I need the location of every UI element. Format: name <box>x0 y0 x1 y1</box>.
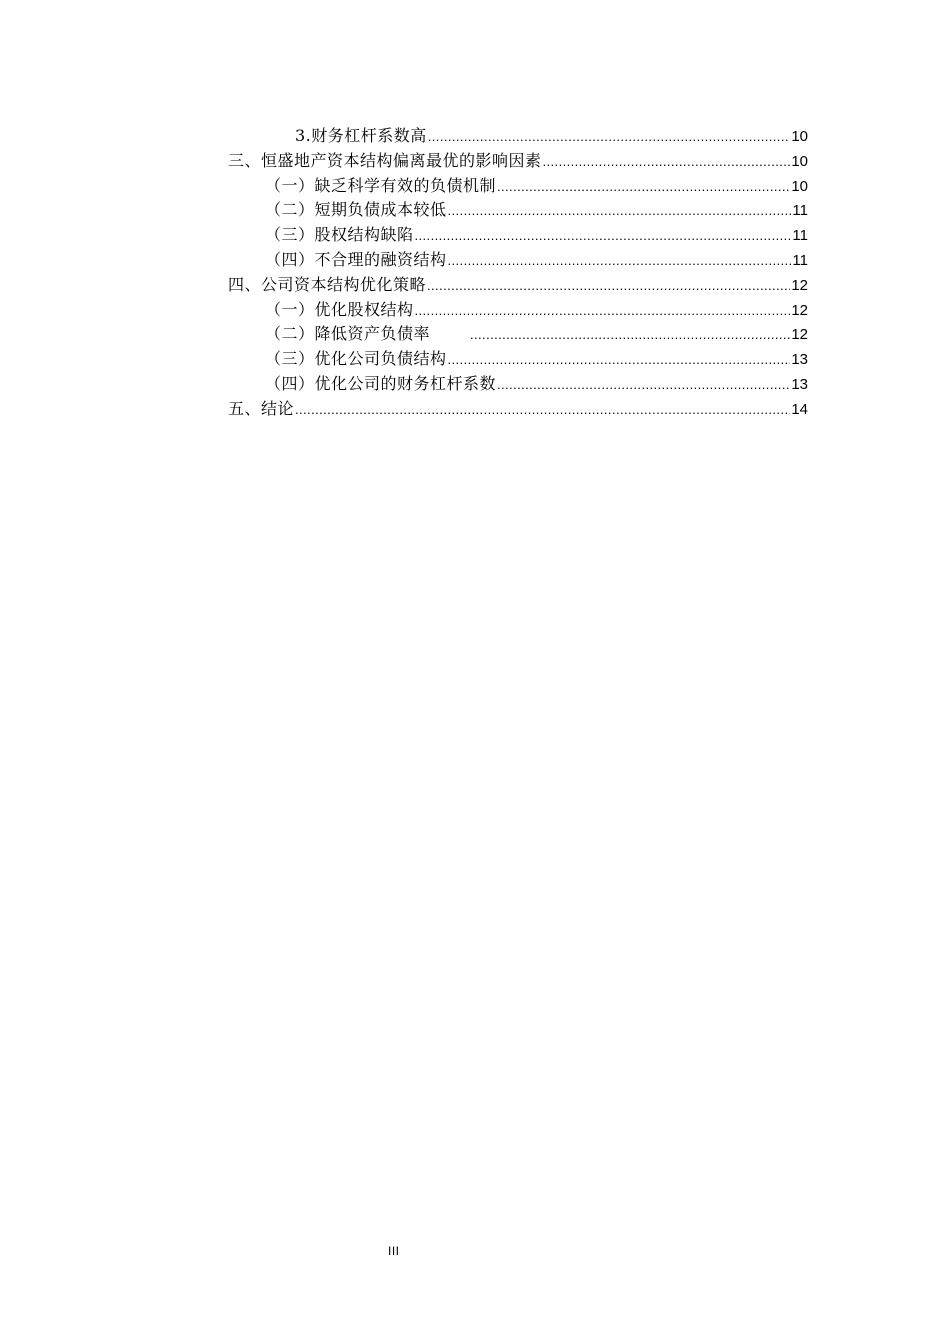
toc-entry-title: 三、恒盛地产资本结构偏离最优的影响因素 <box>228 150 542 170</box>
table-of-contents <box>228 124 808 422</box>
toc-entry-page: 12 <box>791 326 808 344</box>
toc-entry-page: 12 <box>791 301 808 319</box>
toc-entry[interactable] <box>228 223 808 248</box>
toc-entry-page: 13 <box>791 351 808 369</box>
toc-entry-title: （一）缺乏科学有效的负债机制 <box>265 175 497 195</box>
toc-dot-leader <box>415 224 792 249</box>
toc-entry[interactable] <box>228 124 808 149</box>
toc-entry-title: （四）优化公司的财务杠杆系数 <box>265 373 497 393</box>
toc-dot-leader <box>295 398 790 423</box>
toc-entry[interactable] <box>228 273 808 298</box>
toc-entry-page: 11 <box>792 251 808 269</box>
toc-entry[interactable] <box>228 347 808 372</box>
toc-entry-page: 14 <box>791 400 808 418</box>
toc-entry[interactable] <box>228 298 808 323</box>
toc-dot-leader <box>470 323 790 348</box>
toc-entry-page: 12 <box>791 276 808 294</box>
toc-dot-leader <box>415 299 791 324</box>
toc-entry[interactable] <box>228 322 808 347</box>
toc-dot-leader <box>497 175 790 200</box>
toc-entry-title: （二）降低资产负债率 <box>265 324 431 344</box>
toc-entry-title: 四、公司资本结构优化策略 <box>228 274 427 294</box>
page-number: III <box>388 1244 400 1258</box>
toc-entry[interactable] <box>228 174 808 199</box>
toc-entry-title: （四）不合理的融资结构 <box>265 249 447 269</box>
toc-entry-page: 11 <box>792 202 808 220</box>
toc-entry-title: （二）短期负债成本较低 <box>265 200 447 220</box>
toc-dot-leader <box>497 373 790 398</box>
toc-dot-leader <box>428 125 791 150</box>
toc-entry[interactable] <box>228 149 808 174</box>
toc-dot-leader <box>543 150 791 175</box>
toc-entry[interactable] <box>228 397 808 422</box>
toc-dot-leader <box>448 249 792 274</box>
toc-entry-page: 10 <box>791 177 808 195</box>
toc-dot-leader <box>427 274 790 299</box>
toc-entry-title: 五、结论 <box>228 398 295 418</box>
toc-entry-page: 13 <box>791 375 808 393</box>
toc-entry-title: （三）优化公司负债结构 <box>265 349 447 369</box>
toc-entry-page: 10 <box>791 128 808 145</box>
toc-entry-title: 3.财务杠杆系数高 <box>295 126 427 145</box>
toc-entry-title: （三）股权结构缺陷 <box>265 225 414 245</box>
toc-entry-title: （一）优化股权结构 <box>265 299 414 319</box>
toc-entry-page: 11 <box>792 227 808 245</box>
toc-dot-leader <box>448 348 791 373</box>
toc-entry[interactable] <box>228 248 808 273</box>
toc-entry-page: 10 <box>791 152 808 170</box>
toc-dot-leader <box>448 199 792 224</box>
toc-entry[interactable] <box>228 372 808 397</box>
toc-entry[interactable] <box>228 198 808 223</box>
